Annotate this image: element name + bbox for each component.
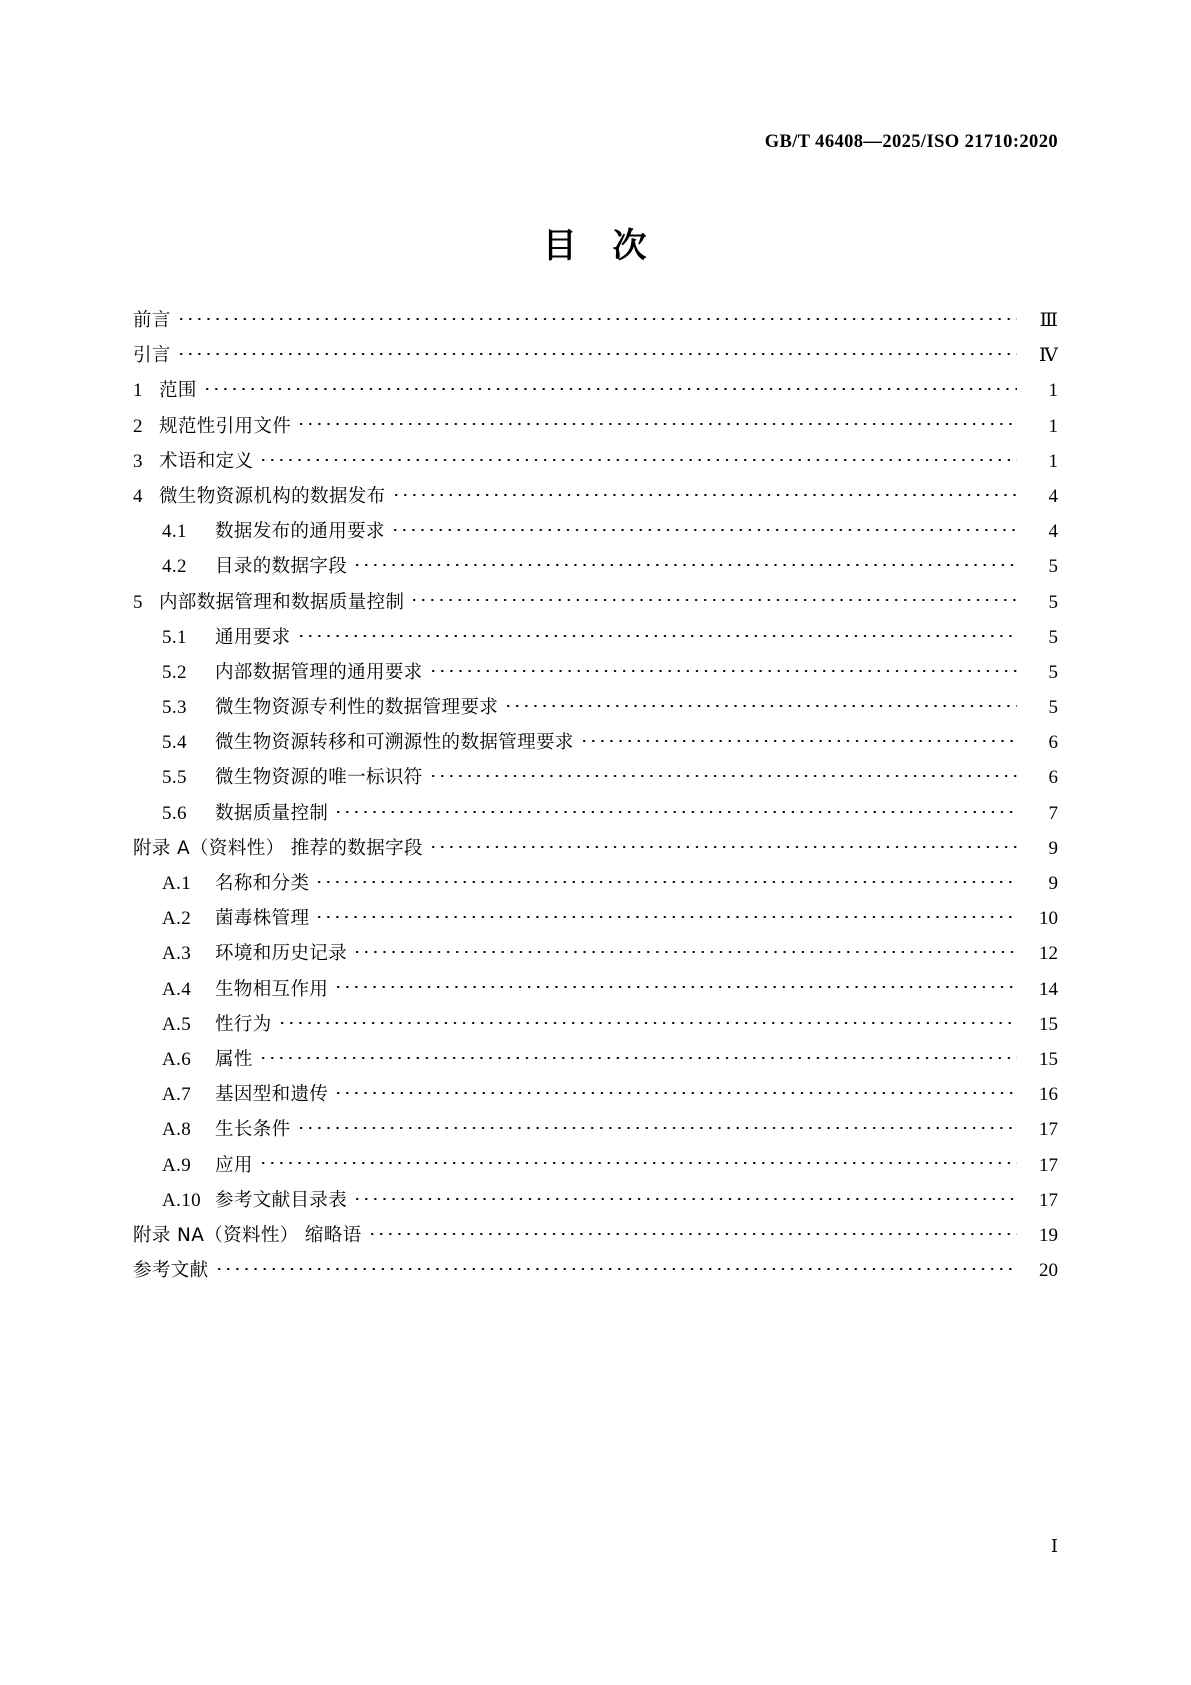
toc-entry-title: 性行为	[215, 1013, 272, 1035]
leader-dots	[300, 413, 1017, 432]
toc-entry[interactable]	[133, 1221, 1058, 1256]
toc-entry-page-number: 5	[1048, 697, 1058, 719]
leader-dots	[432, 659, 1017, 678]
toc-entry[interactable]	[133, 341, 1058, 376]
toc-entry-label	[133, 1151, 253, 1177]
leader-dots	[318, 905, 1017, 924]
toc-entry[interactable]	[133, 1010, 1058, 1045]
page-title	[0, 218, 1191, 267]
leader-dots	[262, 448, 1017, 467]
toc-entry[interactable]	[133, 834, 1058, 869]
toc-entry[interactable]	[133, 904, 1058, 939]
toc-entry-number: 4.1	[162, 521, 187, 543]
toc-entry-number: 2	[133, 415, 143, 437]
toc-entry-title: 生物相互作用	[215, 978, 329, 1000]
toc-entry-page-number: 15	[1039, 1013, 1058, 1035]
toc-entry-page-number: 17	[1039, 1189, 1058, 1211]
toc-entry[interactable]	[133, 1115, 1058, 1150]
toc-entry-number: 4.2	[162, 556, 187, 578]
toc-entry-label	[133, 1256, 209, 1282]
leader-dots	[206, 377, 1017, 396]
toc-entry-page-number: 15	[1039, 1048, 1058, 1070]
toc-entry[interactable]	[133, 517, 1058, 552]
leader-dots	[218, 1257, 1017, 1276]
leader-dots	[394, 518, 1017, 537]
toc-entry[interactable]	[133, 1080, 1058, 1115]
toc-entry-label	[133, 1186, 347, 1212]
toc-entry-label	[133, 658, 423, 684]
toc-entry-title: 属性	[215, 1048, 253, 1070]
leader-dots	[371, 1222, 1017, 1241]
toc-entry-page-number: 6	[1048, 732, 1058, 754]
toc-entry-title: 参考文献目录表	[215, 1189, 348, 1211]
toc-entry-title: 附录 A（资料性） 推荐的数据字段	[133, 837, 423, 859]
toc-entry-label	[133, 693, 498, 719]
toc-entry-title: 环境和历史记录	[215, 943, 348, 965]
toc-entry-page-number: 17	[1039, 1119, 1058, 1141]
toc-entry-title: 前言	[133, 310, 171, 331]
toc-entry-label	[133, 1221, 362, 1247]
toc-entry-page-number: 20	[1039, 1260, 1058, 1282]
toc-entry-page-number: 12	[1039, 943, 1058, 965]
toc-entry[interactable]	[133, 306, 1058, 341]
toc-entry[interactable]	[133, 975, 1058, 1010]
toc-entry-number: A.2	[162, 908, 192, 930]
toc-entry-title: 微生物资源转移和可溯源性的数据管理要求	[215, 732, 574, 754]
toc-entry-number: A.4	[162, 978, 192, 1000]
toc-entry[interactable]	[133, 1151, 1058, 1186]
toc-entry-page-number: 5	[1048, 626, 1058, 648]
leader-dots	[337, 1081, 1017, 1100]
leader-dots	[356, 940, 1017, 959]
toc-entry[interactable]	[133, 869, 1058, 904]
folio	[0, 1536, 1058, 1557]
toc-entry-title: 应用	[215, 1154, 253, 1176]
toc-entry-page-number: 19	[1039, 1224, 1058, 1246]
toc-entry-title: 微生物资源的唯一标识符	[215, 767, 423, 789]
toc-entry-title: 术语和定义	[159, 450, 254, 472]
toc-entry[interactable]	[133, 376, 1058, 411]
toc-entry-label	[133, 1115, 291, 1141]
toc-entry[interactable]	[133, 623, 1058, 658]
toc-entry-title: 规范性引用文件	[159, 415, 292, 437]
page-title-char-2: 次	[612, 226, 649, 266]
toc-entry-number: 5.3	[162, 697, 187, 719]
toc-entry-label	[133, 588, 404, 614]
toc-entry-page-number: 1	[1048, 415, 1058, 437]
toc-entry[interactable]	[133, 482, 1058, 517]
toc-entry-number: 1	[133, 380, 143, 402]
toc-entry-label	[133, 552, 347, 578]
toc-entry-number: 5	[133, 591, 143, 613]
toc-entry-number: A.5	[162, 1013, 192, 1035]
toc-entry-title: 附录 NA（资料性） 缩略语	[133, 1224, 362, 1246]
leader-dots	[318, 870, 1017, 889]
toc-entry[interactable]	[133, 1045, 1058, 1080]
toc-entry-number: A.10	[162, 1189, 201, 1211]
toc-entry-label	[133, 869, 309, 895]
toc-entry-number: A.8	[162, 1119, 192, 1141]
toc-entry-label	[133, 975, 328, 1001]
toc-entry-number: 5.1	[162, 626, 187, 648]
table-of-contents	[133, 306, 1058, 1291]
toc-entry-number: 4	[133, 485, 143, 507]
toc-entry-number: 5.4	[162, 732, 187, 754]
leader-dots	[432, 764, 1017, 783]
toc-entry-title: 菌毒株管理	[215, 908, 310, 930]
toc-entry[interactable]	[133, 447, 1058, 482]
toc-entry-label	[133, 1045, 253, 1071]
toc-entry-page-number: 14	[1039, 978, 1058, 1000]
leader-dots	[300, 624, 1017, 643]
toc-entry-title: 参考文献	[133, 1260, 209, 1282]
toc-entry-page-number: 1	[1048, 380, 1058, 402]
toc-entry-number: A.3	[162, 943, 192, 965]
toc-entry-page-number: 9	[1048, 837, 1058, 859]
toc-entry-label	[133, 939, 347, 965]
toc-entry-label	[133, 412, 291, 438]
toc-entry-title: 微生物资源专利性的数据管理要求	[215, 697, 499, 719]
leader-dots	[395, 483, 1017, 502]
toc-entry-title: 范围	[159, 380, 197, 402]
toc-entry-page-number: 4	[1048, 485, 1058, 507]
toc-entry[interactable]	[133, 1186, 1058, 1221]
toc-entry-title: 基因型和遗传	[215, 1084, 329, 1106]
leader-dots	[262, 1046, 1017, 1065]
running-header	[0, 132, 1058, 153]
toc-entry-page-number: 10	[1039, 908, 1058, 930]
toc-entry-page-number: Ⅲ	[1039, 310, 1058, 331]
toc-entry-page-number: 6	[1048, 767, 1058, 789]
toc-entry-page-number: 17	[1039, 1154, 1058, 1176]
toc-entry-label	[133, 376, 197, 402]
leader-dots	[432, 835, 1017, 854]
toc-entry-page-number: 9	[1048, 873, 1058, 894]
toc-entry-number: A.7	[162, 1084, 192, 1106]
toc-entry-label	[133, 341, 171, 367]
leader-dots	[281, 1011, 1017, 1030]
leader-dots	[300, 1116, 1017, 1135]
toc-entry[interactable]	[133, 1256, 1058, 1291]
leader-dots	[262, 1152, 1017, 1171]
toc-entry-title: 生长条件	[215, 1119, 291, 1141]
toc-entry-title: 数据质量控制	[215, 802, 329, 824]
leader-dots	[583, 729, 1017, 748]
toc-entry-page-number: 1	[1048, 450, 1058, 472]
toc-entry-number: A.1	[162, 873, 192, 894]
toc-entry-page-number: 5	[1048, 591, 1058, 613]
toc-entry-title: 引言	[133, 345, 171, 367]
toc-entry-page-number: 16	[1039, 1084, 1058, 1106]
toc-entry-title: 内部数据管理和数据质量控制	[159, 591, 405, 613]
toc-entry-title: 内部数据管理的通用要求	[215, 661, 423, 683]
toc-entry-page-number: 5	[1048, 556, 1058, 578]
toc-entry[interactable]	[133, 763, 1058, 798]
toc-entry-number: 3	[133, 450, 143, 472]
toc-entry-label	[133, 904, 309, 930]
leader-dots	[180, 342, 1017, 361]
toc-entry-number: A.6	[162, 1048, 192, 1070]
leader-dots	[337, 976, 1017, 995]
toc-entry-page-number: Ⅳ	[1039, 345, 1058, 367]
leader-dots	[356, 1187, 1017, 1206]
toc-entry-label	[133, 799, 328, 825]
leader-dots	[356, 553, 1017, 572]
toc-entry-number: 5.5	[162, 767, 187, 789]
toc-entry[interactable]	[133, 799, 1058, 834]
toc-entry-label	[133, 447, 253, 473]
toc-entry-title: 名称和分类	[215, 873, 310, 894]
toc-entry-label	[133, 1080, 328, 1106]
toc-entry-label	[133, 517, 385, 543]
toc-entry[interactable]	[133, 658, 1058, 693]
toc-entry-title: 目录的数据字段	[215, 556, 348, 578]
toc-entry-label	[133, 763, 423, 789]
toc-entry-number: A.9	[162, 1154, 192, 1176]
toc-entry[interactable]	[133, 693, 1058, 728]
toc-entry-label	[133, 834, 423, 860]
toc-entry-label	[133, 623, 291, 649]
toc-entry-title: 微生物资源机构的数据发布	[159, 485, 386, 507]
toc-entry[interactable]	[133, 728, 1058, 763]
toc-entry-label	[133, 1010, 272, 1036]
toc-entry-label	[133, 728, 574, 754]
toc-entry[interactable]	[133, 939, 1058, 974]
leader-dots	[413, 589, 1017, 608]
toc-entry-page-number: 4	[1048, 521, 1058, 543]
toc-entry-title: 数据发布的通用要求	[215, 521, 385, 543]
toc-entry[interactable]	[133, 552, 1058, 587]
toc-entry-number: 5.2	[162, 661, 187, 683]
standard-number: GB/T 46408—2025/ISO 21710:2020	[764, 132, 1058, 152]
folio-page-number: Ⅰ	[1050, 1536, 1058, 1556]
toc-entry-page-number: 7	[1048, 802, 1058, 824]
toc-entry-label	[133, 306, 171, 332]
leader-dots	[507, 694, 1017, 713]
toc-entry-number: 5.6	[162, 802, 187, 824]
toc-entry-label	[133, 482, 386, 508]
toc-entry-title: 通用要求	[215, 626, 291, 648]
toc-entry[interactable]	[133, 588, 1058, 623]
leader-dots	[337, 800, 1017, 819]
toc-entry[interactable]	[133, 412, 1058, 447]
leader-dots	[180, 307, 1017, 326]
toc-entry-page-number: 5	[1048, 661, 1058, 683]
page-title-char-1: 目	[542, 226, 579, 266]
